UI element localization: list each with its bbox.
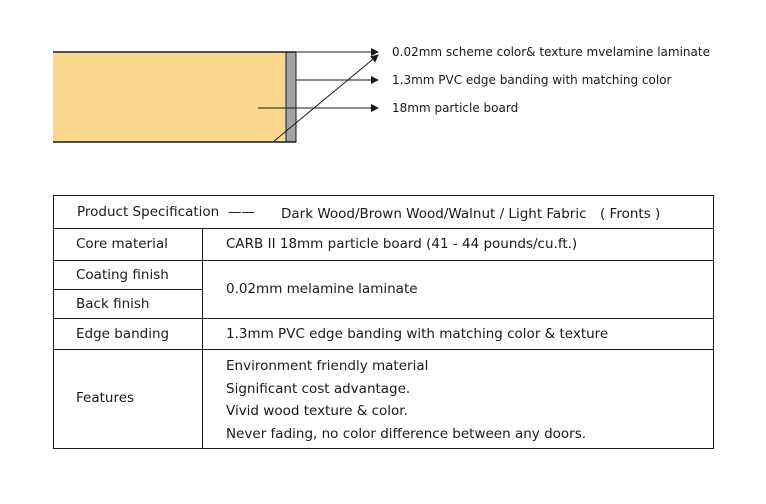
edge-banding-label: Edge banding — [76, 325, 170, 342]
features-label: Features — [76, 390, 135, 406]
callout-label-edge-banding: 1.3mm PVC edge banding with matching color — [392, 73, 672, 87]
core-material-value: CARB II 18mm particle board (41 - 44 pounds/cu.ft.) — [226, 236, 578, 252]
spec-header-value: Dark Wood/Brown Wood/Walnut / Light Fabric ( Fronts ) — [281, 206, 661, 222]
core-material-row — [54, 228, 713, 261]
particle-board-layer — [53, 53, 286, 142]
back-finish-label: Back finish — [76, 295, 150, 312]
finish-value: 0.02mm melamine laminate — [226, 281, 418, 297]
features-item: Never fading, no color difference between any doors. — [226, 425, 587, 442]
spec-header-label: Product Specification — [77, 204, 220, 220]
spec-header-row — [54, 196, 713, 229]
edge-banding-value: 1.3mm PVC edge banding with matching color & texture — [226, 325, 609, 342]
coating-finish-label: Coating finish — [76, 266, 169, 283]
core-material-label: Core material — [76, 236, 168, 252]
column-divider — [202, 228, 203, 448]
callout-label-laminate: 0.02mm scheme color& texture mvelamine laminate — [392, 45, 710, 59]
edge-banding-row — [54, 318, 713, 350]
spec-header-dash: —— — [228, 204, 255, 220]
features-item: Significant cost advantage. — [226, 380, 411, 397]
callout-label-particle-board: 18mm particle board — [392, 101, 519, 115]
product-specification-table — [53, 195, 714, 449]
features-item: Vivid wood texture & color. — [226, 403, 408, 419]
edge-banding-layer — [286, 52, 296, 142]
features-item: Environment friendly material — [226, 358, 429, 374]
features-row — [54, 349, 713, 447]
features-list — [226, 355, 586, 445]
finish-row — [54, 260, 713, 319]
